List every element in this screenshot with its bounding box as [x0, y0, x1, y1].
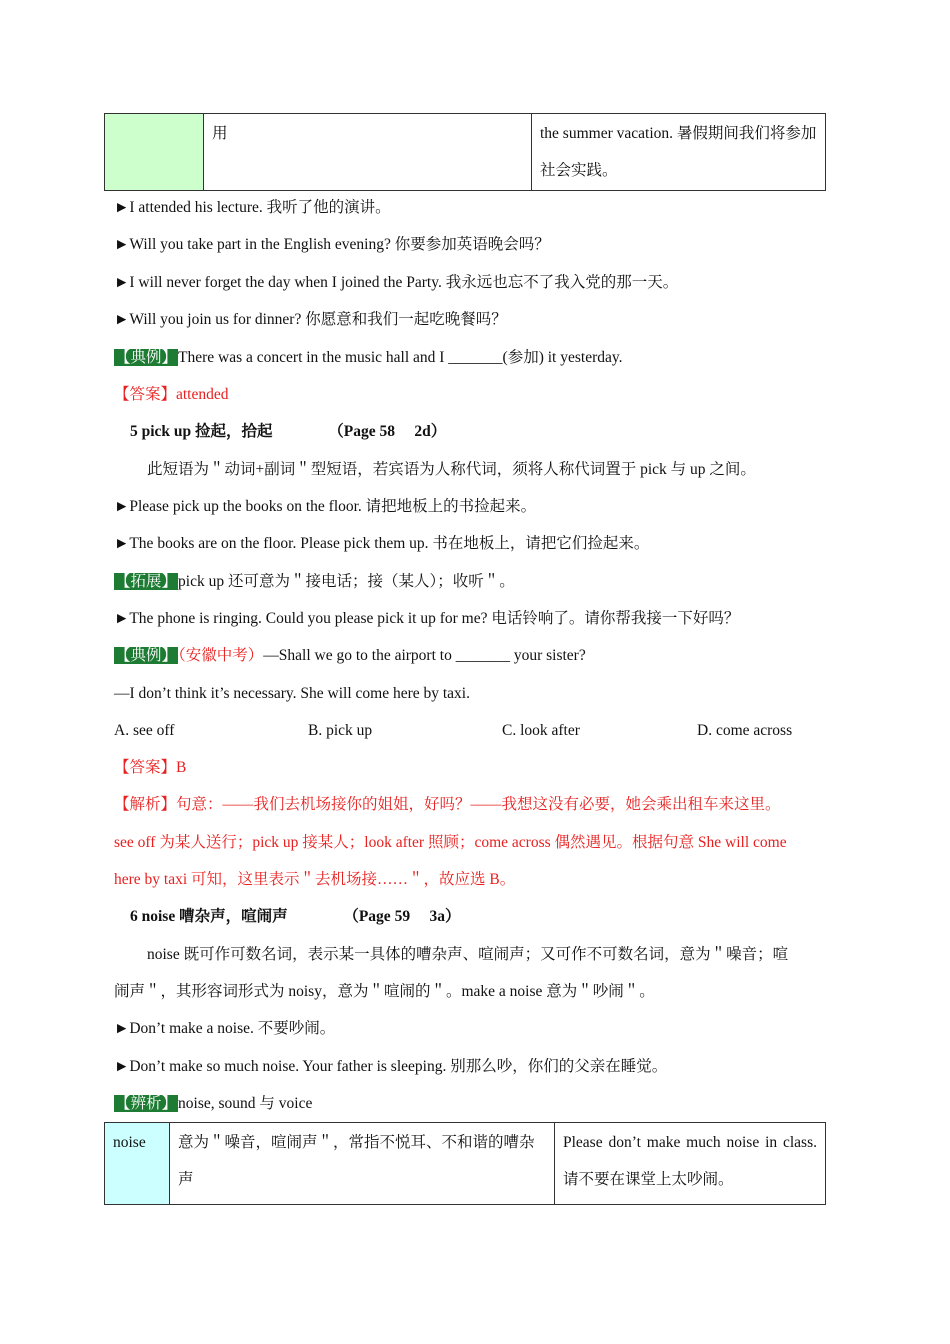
distinction-text: noise, sound 与 voice — [178, 1095, 313, 1112]
exercise-1 — [114, 348, 623, 368]
example-noise-2: ►Don’t make so much noise. Your father is sleeping. 别那么吵，你们的父亲在睡觉。 — [114, 1058, 668, 1075]
example-pick-3: ►The phone is ringing. Could you please pick it up for me? 电话铃响了。请你帮我接一下好吗？ — [114, 610, 740, 627]
table2-meaning-cell: 意为＂噪音，喧闹声＂，常指不悦耳、不和谐的嘈杂声 — [170, 1123, 555, 1205]
exercise-2-text: —Shall we go to the airport to _______ your sister? — [263, 647, 586, 664]
option-d: D. come across — [697, 722, 793, 739]
example-attend-4: ►Will you join us for dinner? 你愿意和我们一起吃晚餐吗？ — [114, 311, 507, 328]
noise-note-line-1: noise 既可作可数名词，表示某一具体的嘈杂声、喧闹声；又可作不可数名词，意为＂噪音；喧 — [147, 946, 789, 963]
extension-text: pick up 还可意为＂接电话；接（某人）；收听＂。 — [178, 573, 515, 590]
exercise-2 — [114, 646, 586, 666]
distinction-table — [104, 1122, 826, 1205]
exercise-2-line2: —I don’t think it’s necessary. She will come here by taxi. — [114, 685, 470, 702]
answer-1: 【答案】attended — [114, 386, 229, 403]
table2-example-cell: Please don’t make much noise in class. 请不要在课堂上太吵闹。 — [555, 1123, 826, 1205]
example-attend-3: ►I will never forget the day when I joined the Party. 我永远也忘不了我入党的那一天。 — [114, 274, 679, 291]
table1-usage-cell: 用 — [204, 114, 532, 191]
analysis-line-1: 【解析】句意：——我们去机场接你的姐姐，好吗？——我想这没有必要，她会乘出租车来这里。 — [114, 796, 781, 813]
heading-pick-up — [130, 422, 446, 442]
usage-table-top — [104, 113, 826, 191]
example-tag-2: 【典例】 — [115, 647, 178, 664]
table1-example-cell: the summer vacation. 暑假期间我们将参加社会实践。 — [532, 114, 826, 191]
answer-2: 【答案】B — [114, 759, 187, 776]
exercise-2-source: （安徽中考） — [178, 647, 264, 664]
table2-word-cell: noise — [105, 1123, 170, 1205]
heading-pick-up-title: 5 pick up 捡起，拾起 — [130, 423, 273, 440]
noise-note-line-2: 闹声＂，其形容词形式为 noisy，意为＂喧闹的＂。make a noise 意为＂吵闹＂。 — [114, 983, 655, 1000]
extension-tag: 【拓展】 — [115, 573, 178, 590]
heading-noise — [130, 907, 460, 927]
option-a: A. see off — [114, 722, 175, 739]
option-c: C. look after — [502, 722, 580, 739]
example-attend-2: ►Will you take part in the English evening? 你要参加英语晚会吗？ — [114, 236, 550, 253]
example-pick-1: ►Please pick up the books on the floor. 请把地板上的书捡起来。 — [114, 498, 537, 515]
table1-label-cell — [105, 114, 204, 191]
analysis-line-2: see off 为某人送行；pick up 接某人；look after 照顾；come across 偶然遇见。根据句意 She will come — [114, 834, 787, 851]
example-pick-2: ►The books are on the floor. Please pick them up. 书在地板上，请把它们捡起来。 — [114, 535, 650, 552]
distinction-heading — [114, 1094, 312, 1114]
example-attend-1: ►I attended his lecture. 我听了他的演讲。 — [114, 199, 391, 216]
heading-pick-up-page: （Page 58 2d） — [328, 423, 447, 440]
extension-note — [114, 572, 515, 592]
exercise-1-text: There was a concert in the music hall and I _______(参加) it yesterday. — [178, 349, 623, 366]
example-noise-1: ►Don’t make a noise. 不要吵闹。 — [114, 1020, 336, 1037]
heading-noise-page: （Page 59 3a） — [343, 908, 461, 925]
pick-up-note: 此短语为＂动词+副词＂型短语，若宾语为人称代词，须将人称代词置于 pick 与 up 之间。 — [147, 461, 756, 478]
distinction-tag: 【辨析】 — [115, 1095, 178, 1112]
example-tag: 【典例】 — [115, 349, 178, 366]
heading-noise-title: 6 noise 嘈杂声，喧闹声 — [130, 908, 288, 925]
analysis-line-3: here by taxi 可知，这里表示＂去机场接……＂，故应选 B。 — [114, 871, 516, 888]
option-b: B. pick up — [308, 722, 373, 739]
